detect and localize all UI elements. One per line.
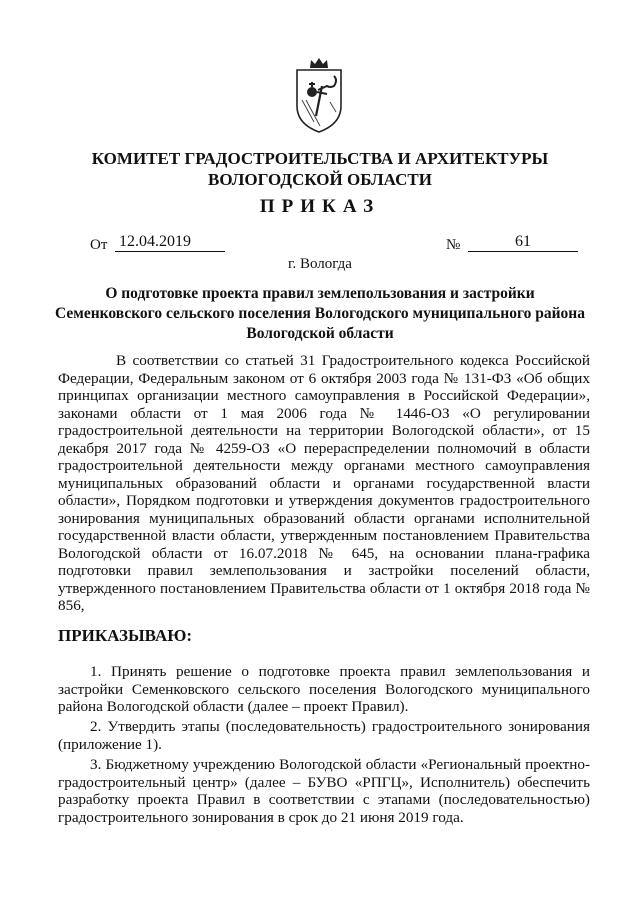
issuing-organization [0, 148, 640, 190]
document-type: ПРИКАЗ [259, 196, 381, 217]
org-line-2: ВОЛОГОДСКОЙ ОБЛАСТИ [208, 170, 432, 189]
directive-heading: ПРИКАЗЫВАЮ: [58, 626, 193, 645]
order-item: 1. Принять решение о подготовке проекта правил землепользования и застройки Семенковского сельского поселения Вологодского муниципального района Вологодской области (далее – проект Правил). [58, 663, 590, 715]
number-label: № [446, 237, 461, 253]
document-number: 61 [468, 233, 578, 252]
document-subject [0, 284, 640, 344]
date-label: От [90, 237, 108, 253]
document-date: 12.04.2019 [115, 233, 225, 252]
coat-of-arms-icon [294, 56, 344, 134]
subject-line-1: О подготовке проекта правил землепользования и застройки [105, 285, 535, 302]
order-item: 3. Бюджетному учреждению Вологодской области «Региональный проектно-градостроительный центр» (далее – БУВО «РПГЦ», Исполнитель) обеспечить разработку проекта Правил в соответствии с этапами (последовательностью) градостроительного зонирования в срок до 21 июня 2019 года. [58, 756, 590, 826]
preamble-paragraph: В соответствии со статьей 31 Градостроительного кодекса Российской Федерации, Федеральным законом от 6 октября 2003 года № 131-ФЗ «Об общих принципах организации местного самоуправления в Российской Федерации», законами области от 1 мая 2006 года № 1446-ОЗ «О регулировании градостроительной деятельности на территории Вологодской области», от 15 декабря 2017 года № 4259-ОЗ «О перераспределении полномочий в области градостроительной деятельности между органами местного самоуправления муниципальных образований области и органами государственной власти области», Порядком подготовки и утверждения документов градостроительного зонирования муниципальных образований области органами исполнительной государственной власти области, утвержденным постановлением Правительства Вологодской области от 16.07.2018 № 645, на основании плана-графика подготовки правил землепользования и застройки поселений области, утвержденного постановлением Правительства области от 1 октября 2018 года № 856, [58, 352, 590, 614]
subject-line-2: Семенковского сельского поселения Вологодского муниципального района [55, 305, 585, 322]
org-line-1: КОМИТЕТ ГРАДОСТРОИТЕЛЬСТВА И АРХИТЕКТУРЫ [91, 149, 549, 168]
subject-line-3: Вологодской области [246, 325, 394, 342]
order-item: 2. Утвердить этапы (последовательность) градостроительного зонирования (приложение 1). [58, 718, 590, 753]
city: г. Вологда [288, 256, 352, 272]
